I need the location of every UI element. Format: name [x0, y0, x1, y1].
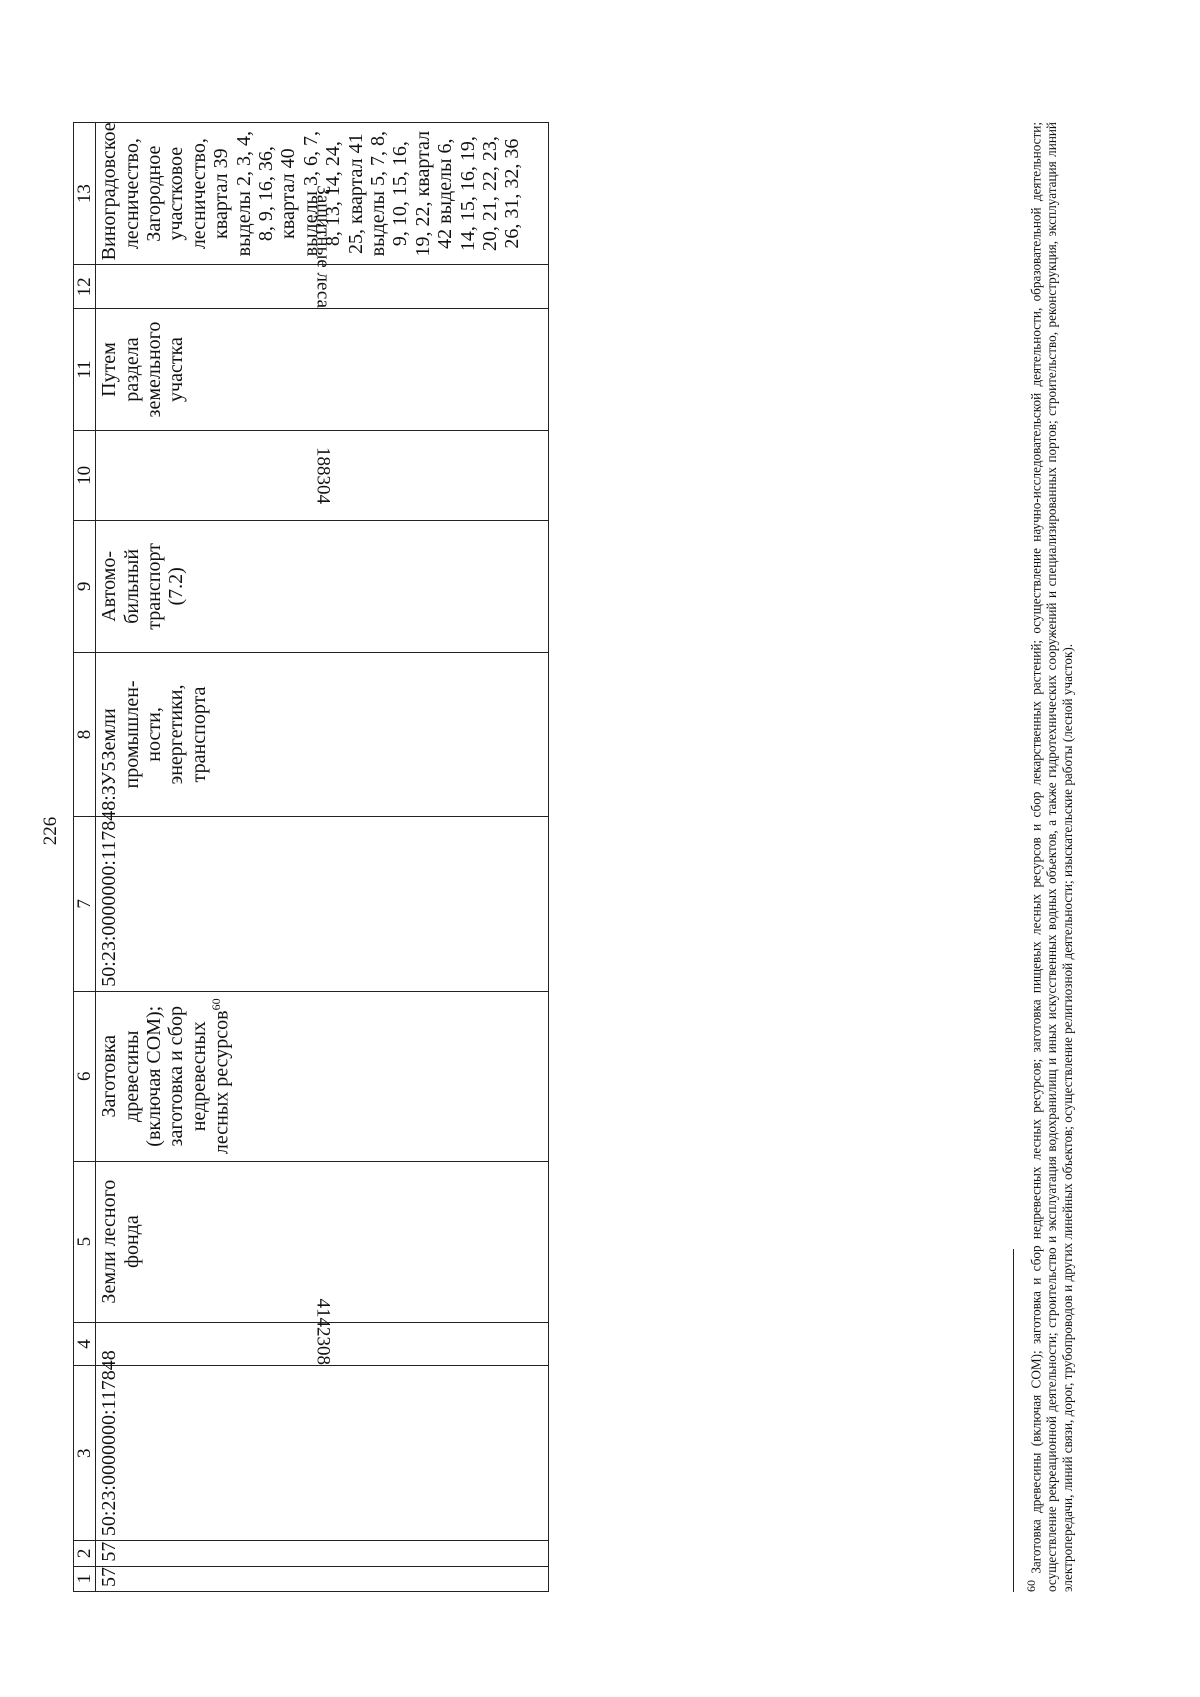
new-area-value: 188304 [312, 446, 334, 504]
forest-location-cell: Виноградовское лесничество, Загородное участковое лесничество, квартал 39 выделы 2, 3, 4, 8, 9, 16, 36, квартал 40 выделы 3, 6, 7, 8, 13, 14, 24, 25, квартал 41 выделы 5, 7, 8, 9, 10, 15, 16, 19, 22, квартал 42 выделы 6, 14, 15, 16, 19, 20, 21, 22, 23, 26, 31, 32, 36 [96, 123, 549, 265]
footnote [1024, 122, 1076, 1592]
new-area-cell [96, 430, 549, 520]
col-number-9: 9 [74, 520, 96, 652]
col-number-10: 10 [74, 430, 96, 520]
col-number-4: 4 [74, 1322, 96, 1366]
col-number-3: 3 [74, 1366, 96, 1541]
land-category-cell: Земли лесного фонда [96, 1161, 549, 1322]
footnote-ref: 60 [209, 998, 224, 1011]
col-number-8: 8 [74, 652, 96, 816]
col-number-6: 6 [74, 991, 96, 1161]
formation-method-cell: Путем раздела земельного участка [96, 309, 549, 430]
col-number-11: 11 [74, 309, 96, 430]
column-number-row [74, 123, 96, 1592]
permitted-use-text: Заготовка древесины (включая СОМ); заготовка и сбор недревесных лесных ресурсов [98, 1005, 233, 1155]
plot-number-cell: 57 [96, 1541, 549, 1566]
permitted-use-cell [96, 991, 549, 1161]
footnote-number: 60 [1024, 1580, 1038, 1592]
area-cell [96, 1298, 549, 1366]
cadastral-number-cell: 50:23:0000000:117848 [96, 1366, 549, 1541]
land-plot-table [73, 122, 549, 1592]
col-number-7: 7 [74, 817, 96, 992]
col-number-12: 12 [74, 265, 96, 309]
table-row [96, 123, 549, 1592]
col-number-2: 2 [74, 1541, 96, 1566]
forest-purpose-value: Защитные леса [312, 185, 334, 309]
new-permitted-use-cell: Автомо-бильный транспорт (7.2) [96, 520, 549, 652]
new-cadastral-number-cell: 50:23:0000000:117848:ЗУ5 [96, 817, 549, 992]
page-number: 226 [40, 816, 61, 846]
footnote-text: Заготовка древесины (включая СОМ); заготовка и сбор недревесных лесных ресурсов; заготовка пищевых лесных ресурсов и сбор лекарственных растений; осуществление научно-исследовательской деятельности, образовательной деятельности; осуществление рекреационной деятельности; строительство и эксплуатация водохранилищ и иных искусственных водных объектов, а также гидротехнических сооружений и специализированных портов; строительство, реконструкция, эксплуатация линий электропередачи, линий связи, дорог, трубопроводов и других линейных объектов; осуществление религиозной деятельности; изыскательские работы (лесной участок). [1028, 121, 1076, 1592]
col-number-13: 13 [74, 123, 96, 265]
footnote-divider [1013, 1249, 1014, 1592]
col-number-1: 1 [74, 1566, 96, 1591]
area-value: 4142308 [312, 1298, 334, 1366]
new-land-category-cell: Земли промышлен-ности, энергетики, транспорта [96, 652, 549, 816]
row-index-cell: 57 [96, 1566, 549, 1591]
col-number-5: 5 [74, 1161, 96, 1322]
